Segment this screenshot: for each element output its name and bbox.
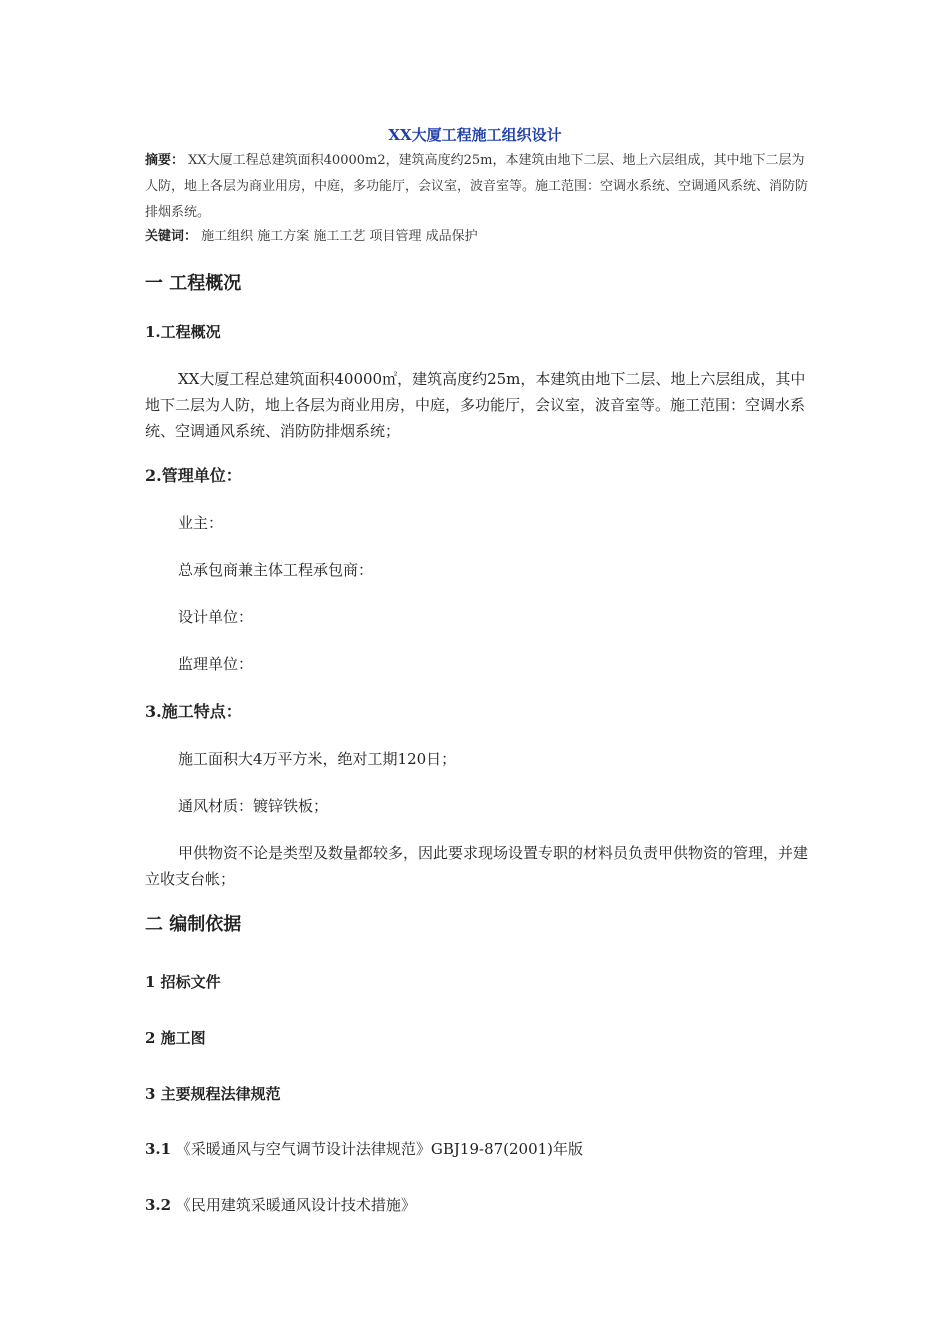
management-item-designer: 设计单位：	[178, 608, 254, 626]
keywords-label: 关键词：	[145, 229, 198, 244]
keywords-text: 施工组织 施工方案 施工工艺 项目管理 成品保护	[201, 229, 478, 244]
paragraph-supplied-materials: 甲供物资不论是类型及数量都较多，因此要求现场设置专职的材料员负责甲供物资的管理，并建立收支台帐；	[145, 844, 809, 888]
abstract-label: 摘要：	[145, 153, 185, 168]
subheading-management-units: 2.管理单位：	[145, 466, 242, 485]
management-item-contractor: 总承包商兼主体工程承包商：	[178, 561, 374, 579]
abstract	[145, 148, 815, 226]
management-item-supervisor: 监理单位：	[178, 655, 254, 673]
subheading-construction-features: 3.施工特点：	[145, 702, 242, 721]
basis-item-regulations: 3 主要规程法律规范	[145, 1085, 281, 1103]
reference-text: 《民用建筑采暖通风设计技术措施》	[175, 1196, 416, 1214]
reference-number: 3.1	[145, 1140, 172, 1158]
paragraph-project-overview: XX大厦工程总建筑面积40000㎡，建筑高度约25m，本建筑由地下二层、地上六层组成，其中地下二层为人防，地上各层为商业用房，中庭，多功能厅，会议室，波音室等。施工范围：空调水系统、空调通风系统、消防防排烟系统；	[145, 370, 806, 440]
basis-item-tender: 1 招标文件	[145, 973, 221, 991]
basis-item-drawings: 2 施工图	[145, 1029, 206, 1047]
document-title: XX大厦工程施工组织设计	[388, 126, 562, 144]
abstract-text: XX大厦工程总建筑面积40000m2，建筑高度约25m，本建筑由地下二层、地上六层组成，其中地下二层为人防，地上各层为商业用房，中庭，多功能厅，会议室，波音室等。施工范围：空调水系统、空调通风系统、消防防排烟系统。	[145, 153, 809, 220]
subheading-project-overview: 1.工程概况	[145, 323, 221, 341]
section-heading-overview: 一 工程概况	[145, 273, 242, 294]
management-item-owner: 业主：	[178, 514, 224, 532]
reference-item	[145, 1193, 416, 1217]
reference-number: 3.2	[145, 1196, 172, 1214]
feature-item-area: 施工面积大4万平方米，绝对工期120日；	[178, 750, 457, 768]
feature-item-material: 通风材质：镀锌铁板；	[178, 797, 329, 815]
reference-text: 《采暖通风与空气调节设计法律规范》GBJ19-87(2001)年版	[175, 1140, 584, 1158]
keywords	[145, 224, 815, 250]
section-heading-basis: 二 编制依据	[145, 914, 242, 935]
reference-item	[145, 1137, 583, 1161]
